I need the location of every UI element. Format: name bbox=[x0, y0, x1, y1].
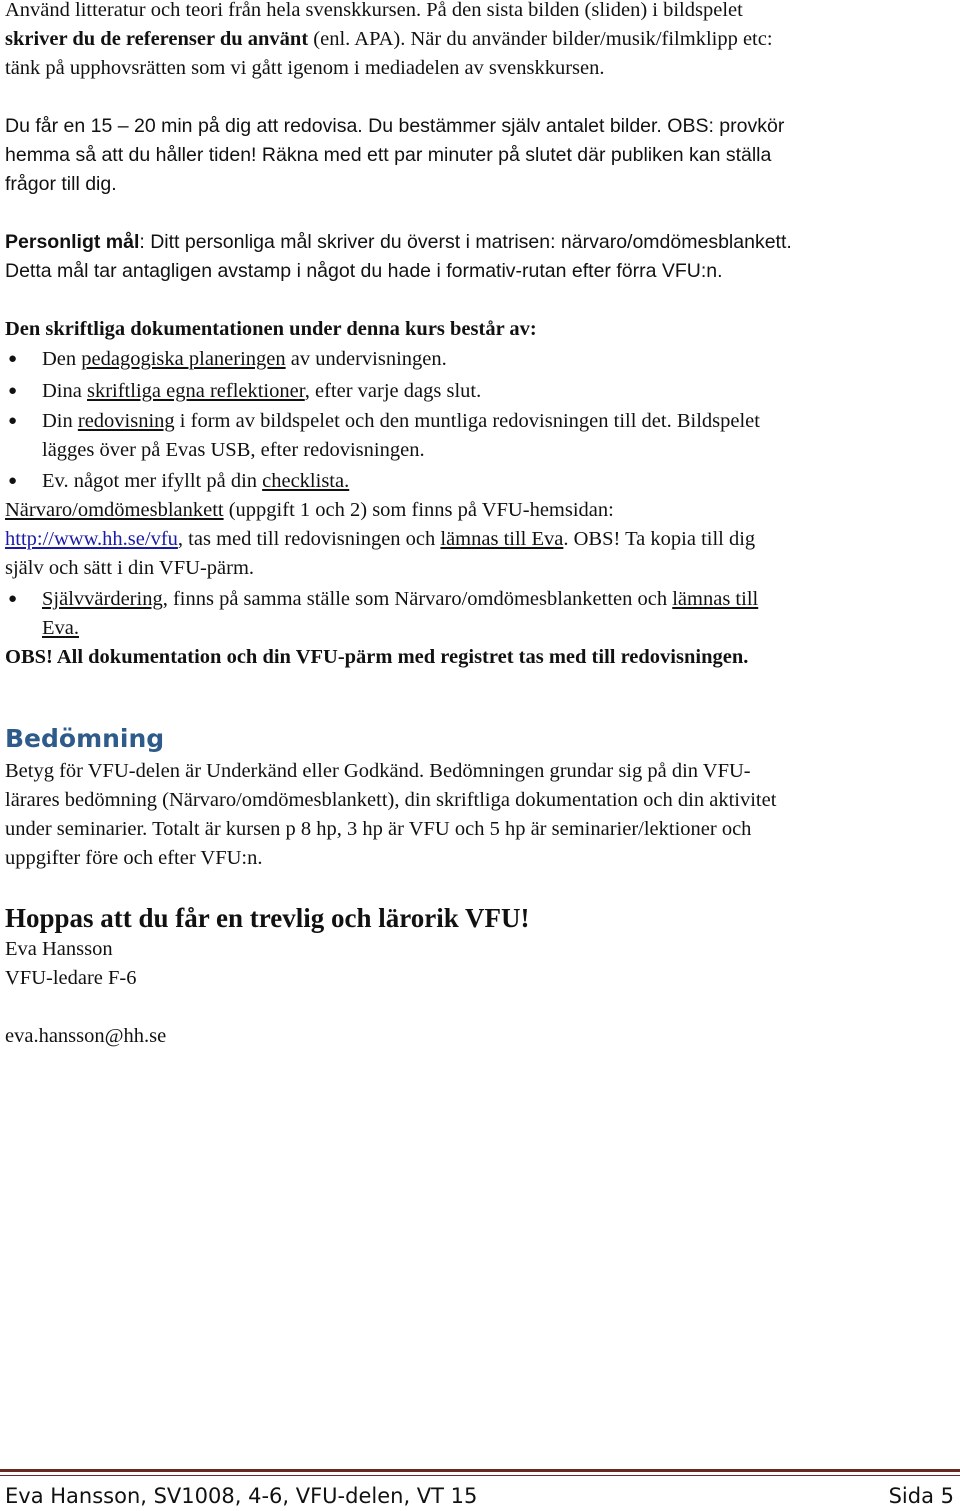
text-span: Den bbox=[42, 348, 82, 370]
underlined-text: Eva. bbox=[42, 617, 79, 639]
underlined-text: lämnas till Eva bbox=[440, 528, 564, 550]
underlined-text: checklista. bbox=[262, 470, 350, 492]
text-span: , efter varje dags slut. bbox=[304, 380, 482, 402]
underlined-text: skriftliga egna reflektioner bbox=[86, 380, 305, 402]
bullet-icon: ● bbox=[8, 591, 18, 607]
bold-label: Personligt mål bbox=[5, 231, 140, 253]
text-line bbox=[5, 141, 771, 170]
section-heading-bedomning: Bedömning bbox=[5, 724, 165, 753]
text-line: Betyg för VFU-delen är Underkänd eller Godkänd. Bedömningen grundar sig på din VFU- bbox=[5, 760, 751, 782]
text-line: lärares bedömning (Närvaro/omdömesblankett), din skriftliga dokumentation och din aktivitet bbox=[5, 789, 777, 811]
text-span: Du får en 15 – 20 min på dig att redovisa. Du bestämmer själv antalet bilder. bbox=[5, 115, 668, 137]
text-span: (enl. APA). När du använder bilder/musik/filmklipp etc: bbox=[308, 28, 773, 50]
section-heading: Den skriftliga dokumentationen under denna kurs består av: bbox=[5, 318, 537, 340]
author-role: VFU-ledare F-6 bbox=[5, 967, 137, 989]
vfu-link[interactable]: http://www.hh.se/vfu bbox=[5, 528, 178, 550]
list-item-continuation bbox=[42, 614, 79, 643]
list-item bbox=[42, 377, 481, 406]
text-span: av undervisningen. bbox=[285, 348, 447, 370]
text-line: uppgifter före och efter VFU:n. bbox=[5, 847, 263, 869]
author-name: Eva Hansson bbox=[5, 938, 113, 960]
text-span: Din bbox=[42, 410, 78, 432]
text-span: , tas med till redovisningen och bbox=[177, 528, 441, 550]
text-span: (uppgift 1 och 2) som finns på VFU-hemsidan: bbox=[223, 499, 614, 521]
closing-wish: Hoppas att du får en trevlig och lärorik VFU! bbox=[5, 903, 530, 933]
footer-divider bbox=[0, 1469, 960, 1472]
list-item bbox=[42, 467, 349, 496]
text-span: i form av bildspelet och den muntliga redovisningen till det. Bildspelet bbox=[174, 410, 760, 432]
footer-divider-thin bbox=[0, 1475, 960, 1476]
underlined-text: lämnas till bbox=[672, 588, 759, 610]
text-line: Detta mål tar antagligen avstamp i något du hade i formativ-rutan efter förra VFU:n. bbox=[5, 260, 723, 282]
list-item bbox=[42, 407, 760, 436]
underlined-text: pedagogiska planeringen bbox=[81, 348, 286, 370]
text-line: själv och sätt i din VFU-pärm. bbox=[5, 557, 255, 579]
page-number: Sida 5 bbox=[888, 1484, 954, 1508]
text-span: , finns på samma ställe som Närvaro/omdömesblanketten och bbox=[162, 588, 673, 610]
obs-note: OBS! All dokumentation och din VFU-pärm med registret tas med till redovisningen. bbox=[5, 646, 749, 668]
text-line: under seminarier. Totalt är kursen p 8 hp, 3 hp är VFU och 5 hp är seminarier/lektioner och bbox=[5, 818, 752, 840]
author-email: eva.hansson@hh.se bbox=[5, 1025, 167, 1047]
list-item bbox=[42, 345, 447, 374]
text-span: Ev. något mer ifyllt på din bbox=[42, 470, 263, 492]
text-line bbox=[5, 228, 792, 257]
text-line: tänk på upphovsrätten som vi gått igenom i mediadelen av svenskkursen. bbox=[5, 57, 605, 79]
list-item-continuation: lägges över på Evas USB, efter redovisningen. bbox=[42, 439, 425, 461]
text-span: hemma så att du håller tiden! bbox=[5, 144, 257, 166]
bullet-icon: ● bbox=[8, 413, 18, 429]
text-span: OBS: provkör bbox=[667, 115, 785, 137]
text-line bbox=[5, 112, 784, 141]
text-line: Använd litteratur och teori från hela svenskkursen. På den sista bilden (sliden) i bildspelet bbox=[5, 0, 743, 21]
underlined-text: redovisning bbox=[77, 410, 175, 432]
text-line bbox=[5, 25, 773, 54]
text-line bbox=[5, 496, 614, 525]
underlined-text: Närvaro/omdömesblankett bbox=[5, 499, 224, 521]
text-line bbox=[5, 525, 755, 554]
bold-text: skriver du de referenser du använt bbox=[5, 28, 309, 50]
text-line: frågor till dig. bbox=[5, 173, 117, 195]
footer-left: Eva Hansson, SV1008, 4-6, VFU-delen, VT 15 bbox=[5, 1484, 478, 1508]
list-item bbox=[42, 585, 758, 614]
bullet-icon: ● bbox=[8, 351, 18, 367]
underlined-text: Självvärdering bbox=[42, 588, 163, 610]
text-span: Räkna med ett par minuter på slutet där publiken kan ställa bbox=[256, 144, 772, 166]
bullet-icon: ● bbox=[8, 473, 18, 489]
bullet-icon: ● bbox=[8, 383, 18, 399]
text-span: : Ditt personliga mål skriver du överst i matrisen: närvaro/omdömesblankett. bbox=[139, 231, 792, 253]
text-span: . OBS! Ta kopia till dig bbox=[563, 528, 756, 550]
text-span: Dina bbox=[42, 380, 87, 402]
